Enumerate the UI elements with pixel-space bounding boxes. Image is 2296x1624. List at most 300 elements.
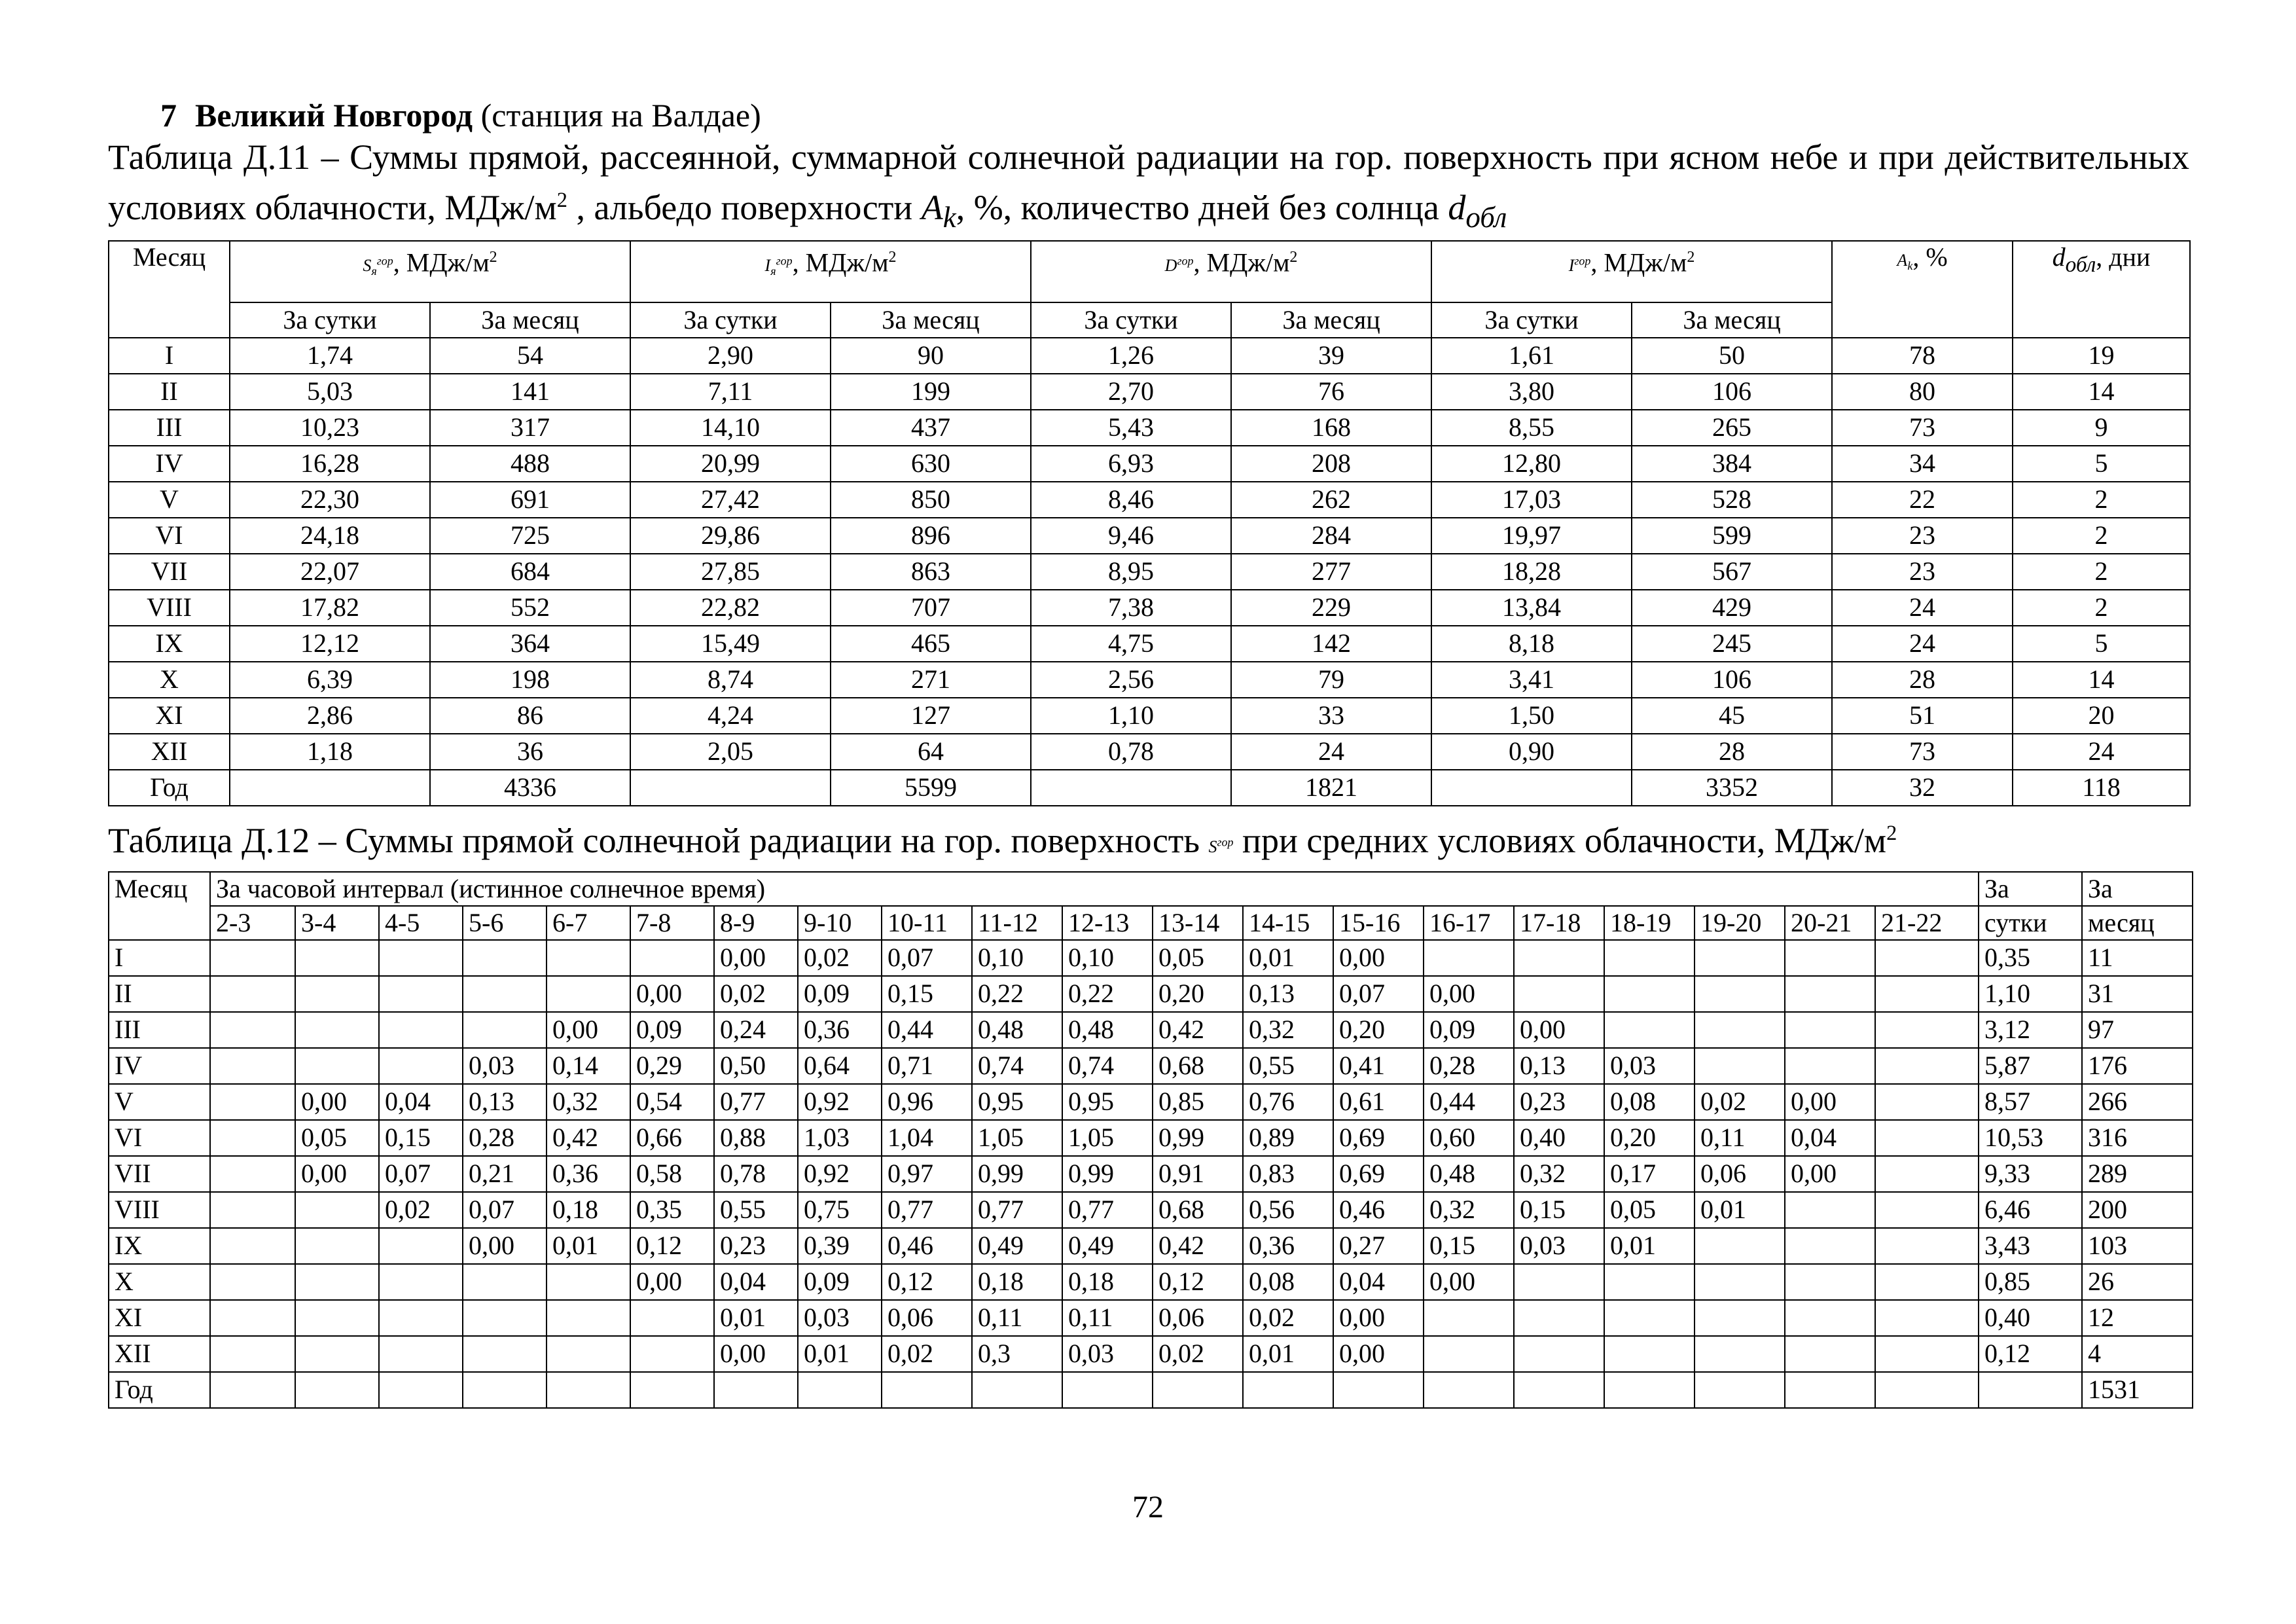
value-cell: 0,11 xyxy=(1062,1300,1153,1336)
table12-row xyxy=(109,1156,2193,1192)
col-s-header: $S_я^{гор}$, МДж/$м^2$ xyxy=(230,241,630,302)
value-cell: 45 xyxy=(1632,698,1832,734)
value-cell: 0,01 xyxy=(1695,1192,1785,1228)
month-cell: VII xyxy=(109,554,230,590)
section-city: Великий Новгород xyxy=(195,97,473,134)
value-cell: 0,18 xyxy=(972,1264,1062,1300)
value-cell: 0,88 xyxy=(714,1120,798,1156)
value-cell xyxy=(714,1372,798,1408)
value-cell: 0,54 xyxy=(630,1084,714,1120)
hour-interval-header: 21-22 xyxy=(1875,906,1979,940)
value-cell: 8,46 xyxy=(1031,482,1231,518)
hour-interval-header: 14-15 xyxy=(1243,906,1333,940)
value-cell: 0,02 xyxy=(1243,1300,1333,1336)
value-cell: 0,03 xyxy=(1514,1228,1604,1264)
value-cell xyxy=(463,1012,547,1048)
value-cell xyxy=(1875,1336,1979,1372)
value-cell: 0,00 xyxy=(630,976,714,1012)
value-cell: 0,35 xyxy=(630,1192,714,1228)
value-cell: 0,39 xyxy=(798,1228,882,1264)
value-cell xyxy=(1604,1264,1695,1300)
subheader-per-day: За сутки xyxy=(230,302,430,338)
value-cell: 850 xyxy=(831,482,1031,518)
value-cell: 4,75 xyxy=(1031,626,1231,662)
value-cell: 0,00 xyxy=(1424,1264,1514,1300)
value-cell: 465 xyxy=(831,626,1031,662)
value-cell: 0,78 xyxy=(714,1156,798,1192)
value-cell: 79 xyxy=(1231,662,1431,698)
value-cell: 9,46 xyxy=(1031,518,1231,554)
value-cell xyxy=(1604,1012,1695,1048)
value-cell: 0,13 xyxy=(463,1084,547,1120)
month-cell: III xyxy=(109,1012,210,1048)
value-cell: 14 xyxy=(2013,662,2190,698)
value-cell: 0,74 xyxy=(972,1048,1062,1084)
value-cell: 567 xyxy=(1632,554,1832,590)
value-cell: 39 xyxy=(1231,338,1431,374)
value-cell: 78 xyxy=(1832,338,2013,374)
value-cell: 0,36 xyxy=(798,1012,882,1048)
value-cell: 0,00 xyxy=(295,1156,379,1192)
value-cell: 127 xyxy=(831,698,1031,734)
value-cell: 1,74 xyxy=(230,338,430,374)
value-cell: 24 xyxy=(2013,734,2190,770)
value-cell xyxy=(1875,1048,1979,1084)
value-cell: 10,23 xyxy=(230,410,430,446)
value-cell xyxy=(1431,770,1632,806)
radiation-table-d11 xyxy=(108,240,2191,806)
value-cell xyxy=(1875,1300,1979,1336)
value-cell: 51 xyxy=(1832,698,2013,734)
value-cell: 0,77 xyxy=(972,1192,1062,1228)
col-q-header: $I^{гор}$, МДж/$м^2$ xyxy=(1431,241,1832,302)
value-cell: 0,02 xyxy=(798,940,882,976)
value-cell xyxy=(630,1372,714,1408)
value-cell: 0,32 xyxy=(1424,1192,1514,1228)
subheader-per-month: За месяц xyxy=(831,302,1031,338)
value-cell xyxy=(1695,1048,1785,1084)
value-cell xyxy=(210,1264,295,1300)
value-cell xyxy=(1875,1192,1979,1228)
table12-row xyxy=(109,1048,2193,1084)
month-cell: III xyxy=(109,410,230,446)
value-cell: 0,29 xyxy=(630,1048,714,1084)
value-cell: 2 xyxy=(2013,554,2190,590)
value-cell: 265 xyxy=(1632,410,1832,446)
table12-row xyxy=(109,1372,2193,1408)
value-cell: 17,82 xyxy=(230,590,430,626)
value-cell xyxy=(547,1336,630,1372)
value-cell xyxy=(379,1012,463,1048)
value-cell xyxy=(1875,940,1979,976)
table12-caption: Таблица Д.12 – Суммы прямой солнечной радиации на гор. поверхность $S^{гор}$ при средних условиях облачности, МДж/$м^2$ xyxy=(108,820,1897,860)
month-cell: I xyxy=(109,940,210,976)
table12-row xyxy=(109,1228,2193,1264)
value-cell xyxy=(1875,1228,1979,1264)
value-cell: 0,71 xyxy=(882,1048,972,1084)
value-cell: 0,05 xyxy=(1604,1192,1695,1228)
value-cell: 0,13 xyxy=(1514,1048,1604,1084)
table12-body xyxy=(109,940,2193,1408)
value-cell: 0,15 xyxy=(1514,1192,1604,1228)
value-cell: 0,11 xyxy=(1695,1120,1785,1156)
value-cell: 0,78 xyxy=(1031,734,1231,770)
value-cell: 0,89 xyxy=(1243,1120,1333,1156)
value-cell: 27,85 xyxy=(630,554,831,590)
value-cell xyxy=(1875,976,1979,1012)
value-cell: 0,36 xyxy=(547,1156,630,1192)
value-cell: 0,35 xyxy=(1979,940,2082,976)
value-cell: 384 xyxy=(1632,446,1832,482)
value-cell: 6,93 xyxy=(1031,446,1231,482)
value-cell: 0,20 xyxy=(1333,1012,1424,1048)
value-cell: 0,23 xyxy=(714,1228,798,1264)
value-cell: 76 xyxy=(1231,374,1431,410)
hour-interval-header: 12-13 xyxy=(1062,906,1153,940)
value-cell: 23 xyxy=(1832,554,2013,590)
table11-row xyxy=(109,374,2190,410)
value-cell: 0,49 xyxy=(972,1228,1062,1264)
value-cell xyxy=(1695,1012,1785,1048)
value-cell: 0,07 xyxy=(379,1156,463,1192)
value-cell xyxy=(210,1300,295,1336)
value-cell: 0,48 xyxy=(1424,1156,1514,1192)
value-cell: 0,03 xyxy=(798,1300,882,1336)
section-station: (станция на Валдае) xyxy=(480,97,761,134)
hour-interval-header: 20-21 xyxy=(1785,906,1875,940)
month-cell: IX xyxy=(109,626,230,662)
value-cell xyxy=(1875,1120,1979,1156)
hour-interval-header: 7-8 xyxy=(630,906,714,940)
value-cell: 0,97 xyxy=(882,1156,972,1192)
table12-row xyxy=(109,1012,2193,1048)
value-cell: 22,30 xyxy=(230,482,430,518)
value-cell: 0,00 xyxy=(1424,976,1514,1012)
value-cell: 0,11 xyxy=(972,1300,1062,1336)
hour-interval-header: 11-12 xyxy=(972,906,1062,940)
value-cell xyxy=(295,940,379,976)
value-cell: 3,80 xyxy=(1431,374,1632,410)
month-cell: II xyxy=(109,374,230,410)
subheader-per-day: За сутки xyxy=(630,302,831,338)
value-cell: 0,21 xyxy=(463,1156,547,1192)
value-cell xyxy=(882,1372,972,1408)
value-cell xyxy=(1333,1372,1424,1408)
value-cell: 0,32 xyxy=(547,1084,630,1120)
value-cell: 0,00 xyxy=(295,1084,379,1120)
col-i-header: $I_я^{гор}$, МДж/$м^2$ xyxy=(630,241,1031,302)
value-cell: 17,03 xyxy=(1431,482,1632,518)
value-cell: 7,38 xyxy=(1031,590,1231,626)
value-cell xyxy=(1695,1336,1785,1372)
hour-interval-header: 16-17 xyxy=(1424,906,1514,940)
value-cell: 0,68 xyxy=(1153,1048,1243,1084)
table11-row xyxy=(109,554,2190,590)
value-cell: 0,07 xyxy=(882,940,972,976)
value-cell xyxy=(1514,940,1604,976)
value-cell: 229 xyxy=(1231,590,1431,626)
hour-interval-header: 13-14 xyxy=(1153,906,1243,940)
value-cell: 208 xyxy=(1231,446,1431,482)
value-cell xyxy=(1514,1336,1604,1372)
value-cell: 24 xyxy=(1832,626,2013,662)
value-cell: 22,82 xyxy=(630,590,831,626)
table12-row xyxy=(109,1192,2193,1228)
value-cell: 0,66 xyxy=(630,1120,714,1156)
value-cell xyxy=(379,940,463,976)
value-cell: 0,00 xyxy=(1333,1300,1424,1336)
table11-row xyxy=(109,698,2190,734)
col-per-day-header-1: За xyxy=(1979,872,2082,906)
value-cell: 0,68 xyxy=(1153,1192,1243,1228)
value-cell: 199 xyxy=(831,374,1031,410)
value-cell xyxy=(1514,1264,1604,1300)
value-cell: 0,60 xyxy=(1424,1120,1514,1156)
value-cell xyxy=(1062,1372,1153,1408)
value-cell: 0,44 xyxy=(1424,1084,1514,1120)
value-cell: 24 xyxy=(1832,590,2013,626)
value-cell xyxy=(1604,1336,1695,1372)
table12-row xyxy=(109,940,2193,976)
value-cell xyxy=(1604,976,1695,1012)
value-cell: 1,05 xyxy=(972,1120,1062,1156)
month-cell: X xyxy=(109,1264,210,1300)
value-cell: 0,27 xyxy=(1333,1228,1424,1264)
value-cell xyxy=(1875,1156,1979,1192)
value-cell: 0,61 xyxy=(1333,1084,1424,1120)
value-cell: 1,03 xyxy=(798,1120,882,1156)
value-cell: 0,08 xyxy=(1243,1264,1333,1300)
value-cell: 50 xyxy=(1632,338,1832,374)
value-cell: 8,95 xyxy=(1031,554,1231,590)
value-cell: 24 xyxy=(1231,734,1431,770)
value-cell: 0,04 xyxy=(379,1084,463,1120)
value-cell: 2,70 xyxy=(1031,374,1231,410)
subheader-per-month: За месяц xyxy=(1231,302,1431,338)
value-cell: 0,42 xyxy=(1153,1228,1243,1264)
value-cell: 2,05 xyxy=(630,734,831,770)
value-cell: 0,42 xyxy=(1153,1012,1243,1048)
value-cell: 684 xyxy=(430,554,630,590)
value-cell: 0,24 xyxy=(714,1012,798,1048)
value-cell: 316 xyxy=(2082,1120,2193,1156)
value-cell xyxy=(972,1372,1062,1408)
value-cell: 0,12 xyxy=(1979,1336,2082,1372)
value-cell: 1,04 xyxy=(882,1120,972,1156)
value-cell: 0,32 xyxy=(1243,1012,1333,1048)
value-cell: 0,02 xyxy=(1153,1336,1243,1372)
value-cell: 5 xyxy=(2013,446,2190,482)
hour-interval-header: 18-19 xyxy=(1604,906,1695,940)
value-cell xyxy=(1785,1012,1875,1048)
month-cell: VI xyxy=(109,518,230,554)
value-cell: 4,24 xyxy=(630,698,831,734)
value-cell xyxy=(463,1336,547,1372)
value-cell xyxy=(1514,976,1604,1012)
value-cell: 19 xyxy=(2013,338,2190,374)
hour-interval-header: 5-6 xyxy=(463,906,547,940)
value-cell: 23 xyxy=(1832,518,2013,554)
value-cell: 0,15 xyxy=(1424,1228,1514,1264)
value-cell: 599 xyxy=(1632,518,1832,554)
table12-row xyxy=(109,1264,2193,1300)
value-cell: 1821 xyxy=(1231,770,1431,806)
value-cell: 0,12 xyxy=(1153,1264,1243,1300)
value-cell: 277 xyxy=(1231,554,1431,590)
value-cell: 0,18 xyxy=(547,1192,630,1228)
value-cell xyxy=(1695,940,1785,976)
col-month-header: Месяц xyxy=(109,241,230,338)
value-cell: 2 xyxy=(2013,590,2190,626)
value-cell xyxy=(1875,1264,1979,1300)
value-cell: 24,18 xyxy=(230,518,430,554)
value-cell: 266 xyxy=(2082,1084,2193,1120)
month-cell: VIII xyxy=(109,1192,210,1228)
value-cell: 0,15 xyxy=(882,976,972,1012)
value-cell: 0,09 xyxy=(1424,1012,1514,1048)
value-cell xyxy=(630,770,831,806)
value-cell: 80 xyxy=(1832,374,2013,410)
value-cell: 0,99 xyxy=(1062,1156,1153,1192)
value-cell: 245 xyxy=(1632,626,1832,662)
value-cell xyxy=(230,770,430,806)
value-cell: 33 xyxy=(1231,698,1431,734)
hour-interval-header: 15-16 xyxy=(1333,906,1424,940)
value-cell: 0,49 xyxy=(1062,1228,1153,1264)
subheader-per-day: За сутки xyxy=(1431,302,1632,338)
table11-caption: Таблица Д.11 – Суммы прямой, рассеянной, суммарной солнечной радиации на гор. поверхность при ясном небе и при действительных условиях облачности, МДж/$м^2$ , альбедо поверхности $A_k$, %, количество дней без солнца $d_{обл}$ xyxy=(108,137,2189,234)
page-number: 72 xyxy=(1132,1490,1164,1525)
value-cell xyxy=(1243,1372,1333,1408)
value-cell xyxy=(630,1336,714,1372)
value-cell: 0,00 xyxy=(714,940,798,976)
value-cell xyxy=(1604,1300,1695,1336)
value-cell: 10,53 xyxy=(1979,1120,2082,1156)
value-cell xyxy=(210,1084,295,1120)
month-cell: VII xyxy=(109,1156,210,1192)
value-cell: 12,80 xyxy=(1431,446,1632,482)
value-cell: 0,20 xyxy=(1604,1120,1695,1156)
value-cell xyxy=(295,1228,379,1264)
value-cell xyxy=(1695,1228,1785,1264)
value-cell: 0,48 xyxy=(1062,1012,1153,1048)
month-cell: IV xyxy=(109,446,230,482)
value-cell: 0,85 xyxy=(1979,1264,2082,1300)
value-cell: 2,56 xyxy=(1031,662,1231,698)
value-cell: 2,86 xyxy=(230,698,430,734)
value-cell: 707 xyxy=(831,590,1031,626)
value-cell: 22,07 xyxy=(230,554,430,590)
value-cell xyxy=(1785,1192,1875,1228)
value-cell: 0,92 xyxy=(798,1156,882,1192)
value-cell xyxy=(210,1012,295,1048)
table11-row xyxy=(109,770,2190,806)
month-cell: X xyxy=(109,662,230,698)
value-cell: 0,46 xyxy=(1333,1192,1424,1228)
month-cell: XII xyxy=(109,1336,210,1372)
value-cell: 691 xyxy=(430,482,630,518)
value-cell: 0,42 xyxy=(547,1120,630,1156)
value-cell: 13,84 xyxy=(1431,590,1632,626)
value-cell xyxy=(1785,940,1875,976)
value-cell xyxy=(295,976,379,1012)
value-cell: 3352 xyxy=(1632,770,1832,806)
value-cell: 0,02 xyxy=(882,1336,972,1372)
value-cell: 0,06 xyxy=(882,1300,972,1336)
table11-body xyxy=(109,338,2190,806)
value-cell xyxy=(379,976,463,1012)
value-cell: 3,12 xyxy=(1979,1012,2082,1048)
month-cell: II xyxy=(109,976,210,1012)
value-cell: 4 xyxy=(2082,1336,2193,1372)
value-cell xyxy=(210,1120,295,1156)
table11-row xyxy=(109,590,2190,626)
value-cell xyxy=(1785,1372,1875,1408)
value-cell: 3,43 xyxy=(1979,1228,2082,1264)
value-cell: 429 xyxy=(1632,590,1832,626)
interval-header: За часовой интервал (истинное солнечное время) xyxy=(210,872,1979,906)
value-cell xyxy=(295,1336,379,1372)
value-cell: 0,64 xyxy=(798,1048,882,1084)
value-cell: 0,12 xyxy=(630,1228,714,1264)
value-cell: 0,55 xyxy=(1243,1048,1333,1084)
value-cell: 1,50 xyxy=(1431,698,1632,734)
value-cell: 106 xyxy=(1632,374,1832,410)
value-cell: 0,10 xyxy=(972,940,1062,976)
value-cell: 0,77 xyxy=(1062,1192,1153,1228)
value-cell: 896 xyxy=(831,518,1031,554)
value-cell: 0,07 xyxy=(463,1192,547,1228)
value-cell: 0,00 xyxy=(1333,1336,1424,1372)
value-cell: 64 xyxy=(831,734,1031,770)
value-cell xyxy=(1785,1228,1875,1264)
subheader-per-day: За сутки xyxy=(1031,302,1231,338)
value-cell: 0,03 xyxy=(1604,1048,1695,1084)
value-cell xyxy=(1875,1012,1979,1048)
value-cell: 29,86 xyxy=(630,518,831,554)
hour-interval-header: 10-11 xyxy=(882,906,972,940)
value-cell xyxy=(379,1372,463,1408)
hour-interval-header: 9-10 xyxy=(798,906,882,940)
value-cell: 0,03 xyxy=(463,1048,547,1084)
value-cell: 0,00 xyxy=(1514,1012,1604,1048)
value-cell xyxy=(379,1300,463,1336)
value-cell: 0,00 xyxy=(714,1336,798,1372)
table11-row xyxy=(109,446,2190,482)
value-cell xyxy=(1424,940,1514,976)
table11-row xyxy=(109,410,2190,446)
value-cell xyxy=(379,1228,463,1264)
value-cell: 198 xyxy=(430,662,630,698)
value-cell: 0,12 xyxy=(882,1264,972,1300)
value-cell: 0,41 xyxy=(1333,1048,1424,1084)
value-cell: 0,05 xyxy=(295,1120,379,1156)
value-cell xyxy=(379,1336,463,1372)
value-cell: 0,56 xyxy=(1243,1192,1333,1228)
value-cell: 97 xyxy=(2082,1012,2193,1048)
value-cell: 0,00 xyxy=(630,1264,714,1300)
table12-row xyxy=(109,1084,2193,1120)
value-cell: 0,55 xyxy=(714,1192,798,1228)
value-cell xyxy=(1031,770,1231,806)
hour-interval-header: 3-4 xyxy=(295,906,379,940)
value-cell: 0,85 xyxy=(1153,1084,1243,1120)
value-cell xyxy=(1604,940,1695,976)
value-cell: 0,00 xyxy=(463,1228,547,1264)
value-cell: 0,01 xyxy=(1604,1228,1695,1264)
value-cell xyxy=(295,1372,379,1408)
value-cell: 8,55 xyxy=(1431,410,1632,446)
